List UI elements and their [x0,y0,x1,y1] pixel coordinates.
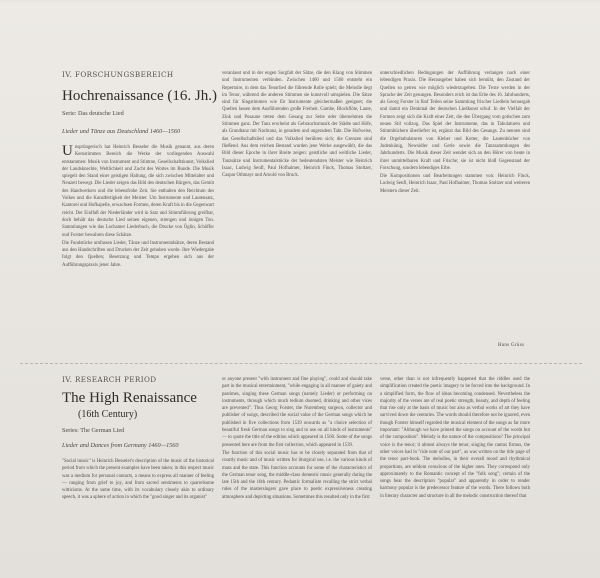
english-column-1 [62,458,214,568]
german-signature: Hans Grüss [498,343,525,348]
german-section-label: IV. FORSCHUNGSBEREICH [62,70,174,79]
english-subtitle: Lieder and Dances from Germany 1460—1560 [62,442,179,449]
section-divider [20,363,582,364]
english-series: Series: The German Lied [62,427,125,434]
english-title-century: (16th Century) [78,409,138,420]
german-column-2 [222,70,372,352]
english-col2b-text: The function of this social music has to be closely separated from that of courtly music and of music written for liturgical use, i.e. the various kinds of mass and the state. This function accounts for some of the characteristics of the German tenor song, the middle-class domestic music generally during the late 15th and the 16th century. Pedantic formalism recalling the strict verbal rules of the mastersingers gave place to poetic expressiveness creating atmosphere and depicting situations. Sometimes this resulted only in the first [222,450,372,500]
german-column-1 [62,144,214,352]
english-column-3 [380,376,530,570]
top-edge-shadow [0,0,600,3]
german-col1b-text: Die Fundstücke umfassen Lieder, Tänze und Instrumentalsätze, deren Bestand aus den Handschriften und Drucken der Zeit gehoben wurde. Ihre Wiedergabe folgt den Quellen; Besetzung und Tempo ergeben sich aus der Aufführungspraxis jener Jahre. [62,240,214,268]
german-column-3 [380,70,530,332]
german-title: Hochrenaissance (16. Jh.) [62,88,217,104]
german-col3b-text: Die Kompositionen und Bearbeitungen stammen von: Heinrich Finck, Ludwig Senfl, Heinrich Isaac, Paul Hofhaimer, Thomas Stoltzer und weiteren Meistern dieser Zeit. [380,174,530,194]
english-col1-text: "Social music" is Heinrich Besseler's description of the music of the historical period from which the present examples have been taken; in this respect music was a medium for personal contacts, a means to express all manner of feeling — ranging from grief to joy, and from sacred sentiments to quarrelsome witticisms. At the same time, with its vocabulary closely akin to ordinary speech, it was a sphere of action in which the "good singer and its organist" [62,459,214,501]
drop-cap: U [62,144,73,159]
english-section-label: IV. RESEARCH PERIOD [62,375,157,384]
german-subtitle: Lieder und Tänze aus Deutschland 1460—1560 [62,128,181,135]
german-col1-text: nsprüngerisch hat Heinrich Besseler die Musik genannt, aus deren Kernstimmen Bereich die Werke der vorliegenden Auswahl entstammen: Musik von Instrument und Stimme, Gesellschaftskunst, Volkslied der Landsknechte, Weltlichkeit und Zucht des Wortes im Bunde. Die Musik spiegelt den Stand einer geistigen Haltung, die sich zwischen Mittelalter und Neuzeit bewegt. Die Lieder zeigen das Bild des deutschen Bürgers, das Gemüt des Handwerkers und die lebensfrohe Zeit. Sie enthalten den Reichtum des Volkes und die Kunstfertigkeit der Meister. Um Instrumente und Lautensatz, Kantorei und Hofkapelle, erwachsen Formen, deren Kraft bis in die Gegenwart reicht. Der Einfluß der Niederländer wird in Satz und Stimmführung greifbar, doch behält das deutsche Lied seinen eigenen, strengen und innigen Ton. Sammlungen wie das Lochamer Liederbuch, die Drucke von Öglin, Schöffer und Forster bewahren diese Schätze. [62,145,214,238]
english-col2-text: or anyone present "with instrument and fine playing", could and should take part in the musical entertainment, "while engaging in all manner of gaiety and pastimes, singing these German songs (namely Lieder) or performing on instruments, through which much tedium doomed, drinking and other vices are prevented". Thus Georg Forster, the Nuremberg surgeon, collector and publisher of songs, described the social value of the German songs which he published in five collections from 1539 onwards as "a choice selection of beautiful fresh German songs to sing and to use on all kinds of instruments" — to quote the title of the edition which appeared in 1560. Some of the songs presented here are from the first collection, which appeared in 1539. [222,377,372,448]
german-col2-text: veranlasst und in der engen Sorgfalt der Sätze, die den Klang von Stimmen und Instrumenten verbinden. Zwischen 1460 und 1560 entsteht ein Repertoire, in dem das Tenorlied die führende Rolle spielt; die Melodie liegt im Tenor, während die anderen Stimmen sie kunstvoll umspielen. Die Sätze sind für Singstimmen wie für Instrumente gleichermaßen geeignet; die Quellen lassen dem Ausführenden große Freiheit. Gambe, Blockflöte, Laute, Zink und Posaune treten dem Gesang zur Seite oder übernehmen die Stimmen ganz. Der Tanz erscheint als Gebrauchsmusik der Städte und Höfe, als Grundtanz mit Nachtanz, in geradem und ungeradem Takt. Die Hofweise, das Gesellschaftslied und das Volkslied berühren sich; die Grenzen sind fließend. Aus dem reichen Bestand wurden jene Werke ausgewählt, die das Bild dieser Epoche in ihrer Breite zeigen: geistliche und weltliche Lieder, Tanzsätze und Instrumentalstücke der bedeutendsten Meister wie Heinrich Isaac, Ludwig Senfl, Paul Hofhaimer, Heinrich Finck, Thomas Stoltzer, Caspar Othmayr und Arnold von Bruck. [222,71,372,179]
german-col3-text: unterschiedlichen Bedingungen der Aufführung verlangen nach einer lebendigen Praxis. Die Herausgeber haben sich bemüht, den Zustand der Quellen so getreu wie möglich wiederzugeben. Die Texte werden in der Sprache der Zeit gesungen. Besonders reich ist das Erbe des 16. Jahrhunderts, als Georg Forster in fünf Teilen seine Sammlung frischer Liedlein herausgab und damit ein Denkmal der deutschen Liedkunst schuf. In der Vielfalt der Formen zeigt sich die Kraft einer Zeit, die den Übergang vom gotischen zum neuen Stil vollzog. Das Spiel der Instrumente, das in Tabulaturen und Stimmbüchern überliefert ist, ergänzt das Bild des Gesangs. Zu nennen sind die Orgeltabulaturen von Kleber und Kotter, die Lautenbücher von Judenkünig, Newsidler und Gerle sowie die Tanzsammlungen des Jahrhunderts. Die Musik dieser Zeit wendet sich an den Hörer von heute in ihrer unmittelbaren Kraft und Frische; sie ist nicht bloß Gegenstand der Forschung, sondern lebendiges Erbe. [380,71,530,171]
german-series: Serie: Das deutsche Lied [62,110,124,117]
english-column-2 [222,376,372,570]
english-col3-text: verse, other than is not infrequently happened that the riddles used the simplification created the poetic imagery to be forced into the background. In a simplified form, the flow of ideas becoming condensed. Nevertheless the majority of the verses are of real poetic strength, beauty, and depth of feeling that rise only at the basis of music but also as verbal works of art they have survived down the centuries. The words should therefore not be ignored, even though Forster himself regarded the musical element of the songs as far more important: "Although we have printed the songs on account of the words but of the composition". Melody is the nature of the compositions? The principal voice is the tenor; it almost always the tenor, singing the cantus firmus, the other voices had in "ride note of our part", as was written on the title page of the tenor part-book. The melodies, in their overall mood and rhythmical proportions, are seldom conscious of the higher ones. They correspond only approximately to the Romantic concept of the "folk song"; certain of the songs bear the description "popular" and apparently in order to render harmony popular is the predecessor feature of the words. There follows both in literary character and structure in all the melodic construction thereof that [380,377,530,499]
english-title: The High Renaissance [62,390,197,406]
